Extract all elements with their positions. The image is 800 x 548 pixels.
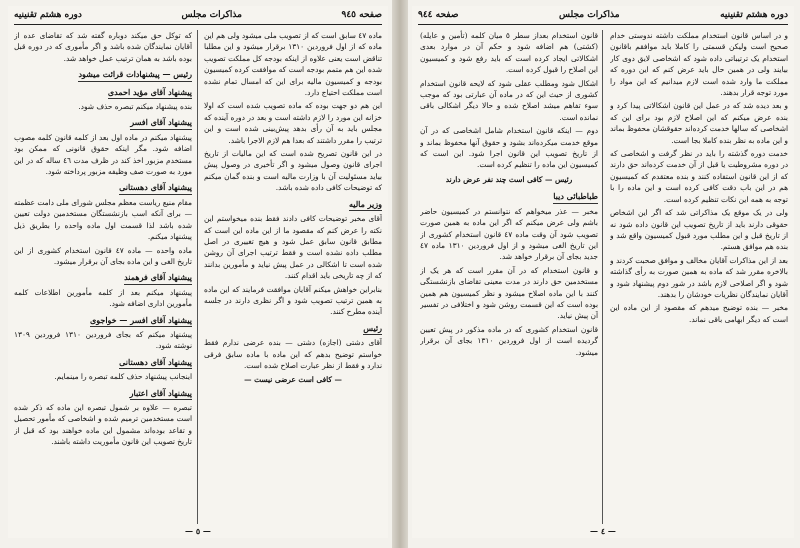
running-head bbox=[14, 8, 382, 22]
speaker-heading: پیشنهاد آقای اعتبار bbox=[130, 388, 192, 400]
paragraph: آقای مخبر توضیحات کافی دادند فقط بنده میخواستم این نکته را عرض کنم که مقصود ما از این ماده این است که مطابق قانون سابق عمل شود و هیچ تغییری در اصل مطلب داده نشده است و فقط ترتیب اجرای آن روشن شده است تا اشکالی در عمل پیش نیاید و مأمورین بدانند که از چه تاریخی باید اقدام کنند. bbox=[204, 214, 382, 281]
left-page bbox=[8, 6, 388, 538]
heading-row bbox=[14, 84, 192, 101]
paragraph: مخبر — عذر میخواهم که نتوانستم در کمیسیون حاضر باشم ولی عرض میکنم که اگر این ماده به همین صورت تصویب شود آن وقت ماده ٤٧ قانون استخدام کشوری از این تاریخ الغی میشود و از اول فروردین ١٣١٠ ماده ٤٧ جدید بجای آن برقرار خواهد شد. bbox=[420, 206, 598, 262]
paragraph: ولی در یک موقع یک مذاکراتی شد که اگر این اشخاص حقوقی دارند باید از تاریخ تصویب این قانون داده شود نه از تاریخ قبل و این مطلب مورد قبول کمیسیون واقع شد و بنده هم موافق هستم. bbox=[610, 208, 788, 252]
speaker-heading: رئیس — پیشنهادات قرائت میشود bbox=[78, 69, 192, 81]
heading-row bbox=[14, 385, 192, 402]
paragraph: تبصره — علاوه بر شمول تبصره این ماده که ذکر شده است مستخدمین ترمیم شده و اشخاصی که مأمور تحصیل و تقاعد بوده‌اند مشمول این ماده خواهند بود که قبل از تاریخ تصویب این قانون مأموریت داشته باشند. bbox=[14, 402, 192, 447]
heading-row bbox=[14, 354, 192, 371]
speaker-heading: پیشنهاد آقای مؤید احمدی bbox=[108, 87, 192, 99]
speaker-heading: وزیر مالیه bbox=[349, 199, 382, 211]
page-number-label: صفحه ٩٤٥ bbox=[341, 10, 382, 20]
paragraph: بعد از این مذاکرات آقایان مخالف و موافق صحبت کردند و بالاخره مقرر شد که ماده به همین صورت به رأی گذاشته شود و اگر اصلاحی لازم باشد در شور دوم پیشنهاد شود و آقایان نمایندگان نظریات خودشان را بدهند. bbox=[610, 255, 788, 299]
paragraph: خدمت دوره گذشته را باید در نظر گرفت و اشخاصی که در دوره مشروطیت یا قبل از آن خدمت کرده‌اند حق دارند که از این قانون استفاده کنند و بنده معتقدم که کمیسیون هم در این باب دقت کافی کرده است و این ماده را با توجه به همه این نکات تنظیم کرده است. bbox=[610, 149, 788, 204]
paragraph: پیشنهاد میکنم که بجای فروردین ١٣١٠ فروردین ١٣٠٩ نوشته شود. bbox=[14, 329, 192, 351]
text-column-left bbox=[420, 30, 598, 524]
heading-row bbox=[204, 320, 382, 337]
speaker-heading: رئیس bbox=[363, 323, 382, 335]
running-title: مذاکرات مجلس bbox=[181, 10, 242, 20]
book-gutter bbox=[392, 0, 408, 548]
paragraph: بنده پیشنهاد میکنم تبصره حذف شود. bbox=[78, 102, 192, 112]
paragraph: و در اساس قانون استخدام مملکت داشته ندوستی خدام صحیح است ولیکن قسمتی را کاملا باید موافقم باقانون استخدام یک ترتیباتی داده شود که اشخاصی لایق دوی کار بیایند ولی در همین حال باید عرض کنم که این دوره که مملکت ما وارد شده است لازم میدانیم که این مواد را مورد توجه قرار بدهند. bbox=[610, 31, 788, 98]
heading-row bbox=[14, 114, 192, 131]
speaker-heading: پیشنهاد آقای افسر bbox=[130, 117, 192, 129]
running-head bbox=[418, 8, 788, 22]
paragraph: که توکل حق میکند دوباره گفته شد که تقاضای عده از آقایان نمایندگان شده باشد و اگر مأموری که در دوره قبل بوده باشد به همان ترتیب عمل خواهد شد. bbox=[14, 31, 192, 63]
column-divider bbox=[602, 30, 603, 524]
speaker-heading: پیشنهاد آقای فرهمند bbox=[124, 272, 192, 284]
header-rule bbox=[418, 24, 788, 25]
text-column-left bbox=[14, 30, 192, 524]
column-divider bbox=[197, 30, 198, 524]
paragraph: این هم دو جهت بوده که ماده تصویب شده است که اولا خزانه این مورد را لازم داشته است و بعد در دوره آینده که مجلس باید به آن رأی بدهد پیش‌بینی شده است و این ترتیب را مقرر داشتند که بعدا هم لازم الاجرا باشد. bbox=[204, 101, 382, 145]
paragraph: بنابراین خواهش میکنم آقایان موافقت فرمایند که این ماده به همین ترتیب تصویب شود و اگر نظری دارند در جلسه آینده مطرح کنند. bbox=[204, 284, 382, 317]
text-column-right bbox=[610, 30, 788, 524]
centered-note: رئیس — کافی است چند نفر عرض دارند bbox=[445, 174, 573, 184]
header-rule bbox=[14, 24, 382, 25]
paragraph: و قانون استخدام که در آن مقرر است که هر یک از مستخدمین حق دارند در مدت معینی تقاضای بازنشستگی کنند با این ماده اصلاح میشود و نظر کمیسیون هم همین بوده است که این قسمت روشن شود و اختلافی در تفسیر آن پیش نیاید. bbox=[420, 265, 598, 321]
heading-row bbox=[14, 312, 192, 329]
centered-note: — کافی است عرضی نیست — bbox=[244, 375, 342, 385]
heading-row bbox=[204, 196, 382, 213]
paragraph: اشکال شود ومطلب عقلی شود که لایحه قانون استخدام کشوری از حیث این که در ماده آن عبارتی بود که موجب سوء تفاهم میشد اصلاح شده و حالا دیگر اشکالی باقی نمانده است. bbox=[420, 78, 598, 122]
speaker-heading: پیشنهاد آقای دهستانی bbox=[119, 357, 192, 369]
paragraph: در این قانون تصریح شده است که این مالیات از تاریخ اجرای قانون وصول میشود و اگر تأخیری در وصول پیش بیاید مسئولیت آن با وزارت مالیه است و بنده گمان میکنم که توضیحات کافی داده شده باشد. bbox=[204, 149, 382, 193]
heading-row bbox=[14, 66, 192, 83]
speaker-heading: پیشنهاد آقای افسر — خواجوی bbox=[90, 315, 192, 327]
heading-row bbox=[14, 179, 192, 196]
folio: — ٥ — bbox=[185, 526, 211, 536]
paragraph: دوم — اینکه قانون استخدام شامل اشخاصی که در آن موقع خدمت میکرده‌اند بشود و حقوق آنها محفوظ بماند و از تاریخ تصویب این قانون اجرا شود. این است که کمیسیون این ماده را تنظیم کرده است. bbox=[420, 126, 598, 170]
speaker-heading: طباطبائی دیبا bbox=[553, 191, 598, 203]
paragraph: پیشنهاد میکنم بعد از کلمه مأمورین اطلاعات کلمه مأمورین اداری اضافه شود. bbox=[14, 287, 192, 309]
heading-row bbox=[420, 188, 598, 205]
paragraph: قانون استخدام کشوری که در ماده مذکور در پیش تعیین گردیده است از اول فروردین ١٣١٠ بجای آن برقرار میشود. bbox=[420, 324, 598, 357]
session-label: دوره هشتم تقنینیه bbox=[720, 10, 788, 20]
text-column-right bbox=[204, 30, 382, 524]
right-page bbox=[412, 6, 794, 538]
heading-row bbox=[14, 269, 192, 286]
session-label: دوره هشتم تقنینیه bbox=[14, 10, 82, 20]
running-title: مذاکرات مجلس bbox=[559, 10, 620, 20]
speaker-heading: پیشنهاد آقای دهستانی bbox=[119, 182, 192, 194]
paragraph: مخبر — بنده توضیح میدهم که مقصود از این ماده این است که دیگر ابهامی باقی نماند. bbox=[610, 303, 788, 324]
paragraph: اینجانب پیشنهاد حذف کلمه تبصره را مینمایم. bbox=[54, 372, 192, 382]
paragraph: قانون استخدام بعداز سطر ٥ میان کلمه (تأمین و عایله) (کشتی) هم اضافه شود و حکم آن در موارد بعدی اشکالاتی ایجاد کرده است که باید رفع شود و کمیسیون این اصلاح را قبول کرده است. bbox=[420, 31, 598, 75]
paragraph: مقام منیع ریاست معظم مجلس شورای ملی دامت عظمته — برای آنکه اسب بازنشستگان مستخدمین دولت تعیین شده باشد لذا قسمت اول ماده واحده را بطریق ذیل پیشنهاد میکنم. bbox=[14, 197, 192, 242]
page-number-label: صفحه ٩٤٤ bbox=[418, 10, 459, 20]
paragraph: ماده واحده — ماده ٤٧ قانون استخدام کشوری از این تاریخ الغی و این ماده بجای آن برقرار میشود. bbox=[14, 245, 192, 266]
paragraph: ماده ٤٧ سابق است که از تصویب ملی میشود ولی هم این ماده که از اول فروردین ١٣١٠ برقرار میشود و این مطلبا تناقض است یعنی علاوه از اینکه بودجه کل مملکت تصویب شده این هم متمم بودجه است که موافقت کرده‌ کمیسیون بودجه و کمیسیون مالیه برای این که امسال تمام نشده است مملکت احتیاج دارد. bbox=[204, 31, 382, 98]
folio: — ٤ — bbox=[590, 526, 616, 536]
paragraph: آقای دشتی (اجازه) دشتی — بنده عرضی ندارم فقط خواستم توضیح بدهم که این ماده با ماده سابق فرقی ندارد و فقط از نظر عبارت اصلاح شده است. bbox=[204, 338, 382, 370]
paragraph: و بعد دیده شد که در عمل این قانون اشکالاتی پیدا کرد و بنده عرض میکنم که این اصلاح لازم بود برای این که اشخاصی که سالها خدمت کرده‌اند حقوقشان محفوظ بماند و این ماده به نظر بنده کاملا بجا است. bbox=[610, 101, 788, 145]
paragraph: پیشنهاد میکنم در ماده اول بعد از کلمه قانون کلمه مصوب اضافه شود. مگر اینکه حقوق قانونی که ممکن بود مستخدم مزبور اخذ کند در ظرف مدت ٤٦ ساله که در این مورد به صورت صف وظیفه مزبور پرداخته شود. bbox=[14, 132, 192, 177]
